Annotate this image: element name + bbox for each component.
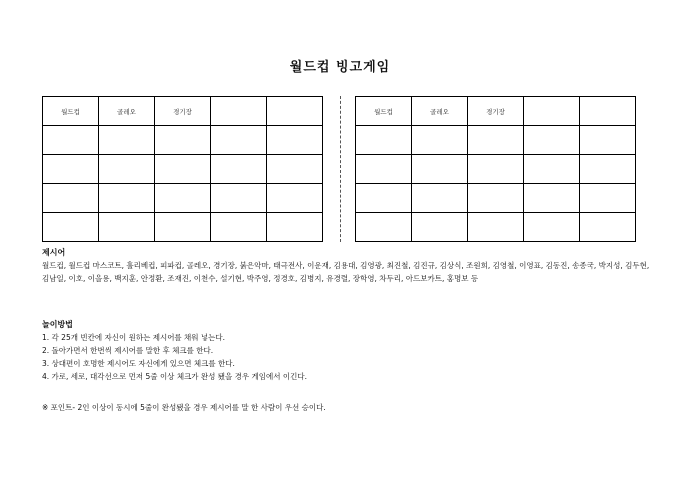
bingo-row: [356, 184, 636, 213]
bingo-cell[interactable]: [43, 213, 99, 242]
bingo-row: [356, 213, 636, 242]
point-note: ※ 포인트- 2인 이상이 동시에 5줄이 완성됐을 경우 제시어를 말 한 사람이 우선 승이다.: [42, 403, 326, 412]
bingo-cell[interactable]: [99, 155, 155, 184]
bingo-cell[interactable]: [211, 97, 267, 126]
bingo-cell[interactable]: [99, 213, 155, 242]
page-title: 월드컵 빙고게임: [289, 60, 391, 75]
bingo-cell[interactable]: [468, 213, 524, 242]
bingo-cell[interactable]: [356, 184, 412, 213]
bingo-cell[interactable]: 골레오: [412, 97, 468, 126]
bingo-cell[interactable]: [99, 184, 155, 213]
bingo-cell[interactable]: [43, 126, 99, 155]
keywords-heading: 제시어: [42, 248, 66, 257]
bingo-cell[interactable]: [468, 126, 524, 155]
rule-item: 3. 상대편이 호명한 제시어도 자신에게 있으면 체크를 한다.: [42, 359, 235, 368]
bingo-cell[interactable]: [524, 184, 580, 213]
bingo-grid-left: [42, 96, 323, 242]
bingo-cell[interactable]: [155, 155, 211, 184]
bingo-cell[interactable]: [412, 184, 468, 213]
bingo-cell[interactable]: [155, 184, 211, 213]
bingo-cell[interactable]: [211, 155, 267, 184]
rule-item: 2. 돌아가면서 한번씩 제시어를 말한 후 체크를 한다.: [42, 346, 214, 355]
bingo-cell[interactable]: [356, 213, 412, 242]
keywords-list: 월드컵, 월드컵 마스코트, 훌리베컵, 피파컵, 골레오, 경기장, 붉은악마, 태극전사, 이운재, 김용대, 김영광, 최진철, 김진규, 김상식, 조원희, 김영철, 이영표, 김동진, 송종국, 박지성, 김두현, 김남일, 이호, 이을용, 백지훈, 안정환, 조재진, 이천수, 설기현, 박주영, 정경호, 김병지, 유경렬, 장학영, 차두리, 아드보카트, 홍명보 등: [42, 261, 650, 283]
bingo-cell[interactable]: [580, 155, 636, 184]
bingo-cell[interactable]: [267, 213, 323, 242]
bingo-cell[interactable]: [43, 155, 99, 184]
bingo-cell[interactable]: [580, 97, 636, 126]
bingo-cell[interactable]: [155, 213, 211, 242]
bingo-cell[interactable]: [524, 155, 580, 184]
bingo-cell[interactable]: [43, 184, 99, 213]
bingo-row: [43, 155, 323, 184]
keywords-section: [42, 246, 652, 285]
bingo-cell[interactable]: [468, 184, 524, 213]
bingo-cell[interactable]: [580, 184, 636, 213]
bingo-cell[interactable]: 월드컵: [43, 97, 99, 126]
bingo-cell[interactable]: 월드컵: [356, 97, 412, 126]
bingo-cell[interactable]: [267, 155, 323, 184]
bingo-cell[interactable]: [412, 213, 468, 242]
bingo-cell[interactable]: [356, 155, 412, 184]
rules-heading: 놀이방법: [42, 320, 73, 329]
bingo-cell[interactable]: [524, 97, 580, 126]
bingo-cell[interactable]: [267, 184, 323, 213]
bingo-cell[interactable]: 골레오: [99, 97, 155, 126]
bingo-cell[interactable]: [356, 126, 412, 155]
bingo-row: [43, 97, 323, 126]
bingo-cell[interactable]: [524, 126, 580, 155]
bingo-cell[interactable]: [412, 155, 468, 184]
bingo-cell[interactable]: [524, 213, 580, 242]
bingo-row: [43, 126, 323, 155]
bingo-row: [43, 184, 323, 213]
bingo-cell[interactable]: [468, 155, 524, 184]
rule-item: 1. 각 25개 빈칸에 자신이 원하는 제시어를 채워 넣는다.: [42, 333, 226, 342]
bingo-cell[interactable]: 경기장: [468, 97, 524, 126]
bingo-row: [356, 97, 636, 126]
bingo-cell[interactable]: [211, 213, 267, 242]
bingo-row: [356, 126, 636, 155]
bingo-row: [43, 213, 323, 242]
bingo-cell[interactable]: 경기장: [155, 97, 211, 126]
bingo-cell[interactable]: [211, 184, 267, 213]
bingo-cell[interactable]: [580, 213, 636, 242]
bingo-cell[interactable]: [211, 126, 267, 155]
bingo-cell[interactable]: [267, 97, 323, 126]
bingo-cell[interactable]: [580, 126, 636, 155]
bingo-grid-right: [355, 96, 636, 242]
bingo-row: [356, 155, 636, 184]
bingo-cell[interactable]: [412, 126, 468, 155]
bingo-cell[interactable]: [267, 126, 323, 155]
cut-line-divider: [340, 96, 341, 242]
rules-section: [42, 318, 652, 383]
rule-item: 4. 가로, 세로, 대각선으로 먼저 5줄 이상 체크가 완성 됐을 경우 게임에서 이긴다.: [42, 372, 308, 381]
bingo-cell[interactable]: [155, 126, 211, 155]
bingo-cell[interactable]: [99, 126, 155, 155]
